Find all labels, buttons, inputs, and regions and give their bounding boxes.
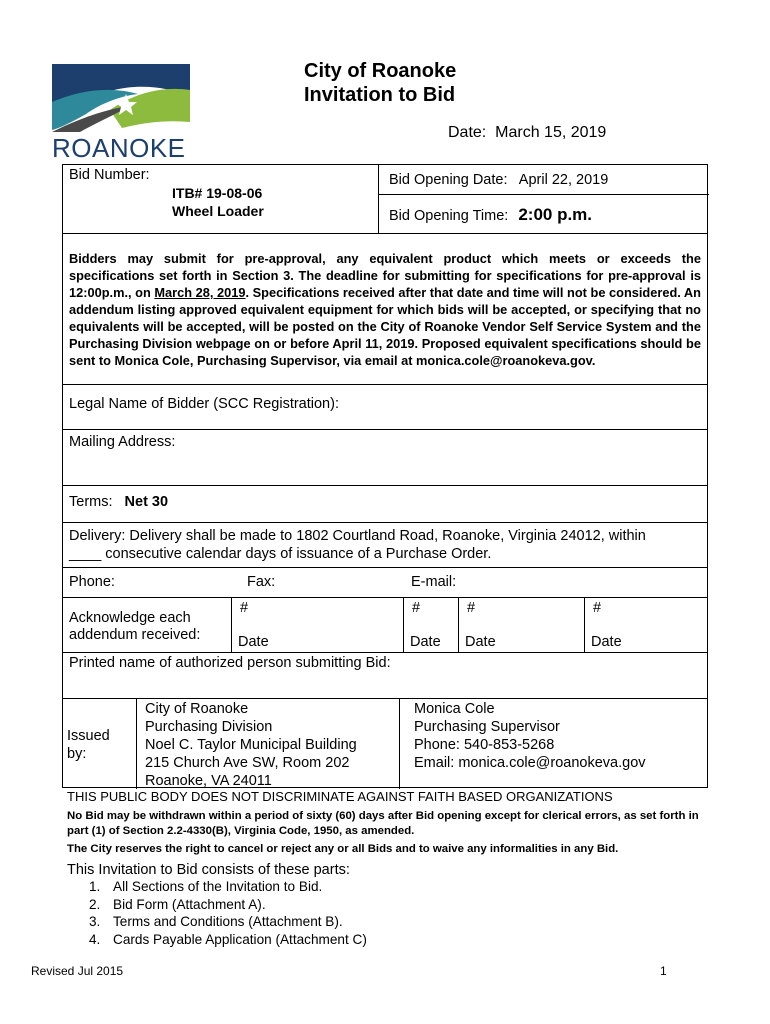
printed-name-row[interactable] <box>62 652 708 698</box>
date-value: March 15, 2019 <box>495 124 607 141</box>
addendum-number: # <box>467 600 476 616</box>
addendum-entry-4[interactable] <box>584 598 708 653</box>
phone-label: Phone: <box>69 574 115 590</box>
opening-time <box>389 205 592 225</box>
contact-line: Purchasing Supervisor <box>414 719 560 735</box>
parts-list <box>89 878 367 948</box>
opening-time-cell <box>379 195 709 234</box>
page-number: 1 <box>660 964 667 978</box>
opening-date <box>389 172 608 188</box>
mailing-address-label: Mailing Address: <box>69 434 176 450</box>
reservation-statement: The City reserves the right to cancel or reject any or all Bids and to waive any informalities in any Bid. <box>67 843 619 855</box>
delivery-row[interactable] <box>62 522 708 567</box>
issued-by-label <box>67 727 110 763</box>
addendum-date: Date <box>410 634 441 650</box>
logo-wordmark: ROANOKE <box>52 133 186 163</box>
list-item-text: All Sections of the Invitation to Bid. <box>113 879 323 894</box>
issuer-address-cell <box>137 699 400 789</box>
itb-name: Wheel Loader <box>172 203 264 219</box>
delivery-text <box>69 527 699 563</box>
contact-line: Monica Cole <box>414 701 495 717</box>
addendum-date: Date <box>238 634 269 650</box>
list-item <box>89 931 367 949</box>
issuer-contact <box>414 700 646 772</box>
addendum-date: Date <box>591 634 622 650</box>
list-item <box>89 913 367 931</box>
list-item-number: 1. <box>89 879 101 894</box>
list-item-number: 3. <box>89 914 101 929</box>
terms-row <box>62 485 708 522</box>
mailing-address-row[interactable] <box>62 429 708 485</box>
issuer-contact-cell <box>400 699 709 789</box>
notice-part-2: . Specifications received after that date and time will not be considered. An addendum listing approved equivalent equipment for which bids will be accepted, or specifying that no equivalents will be accepted, will be posted on the City of Roanoke Vendor Self Service System and the Purchasing Division webpage on or before April 11, 2019. Proposed equivalent specifications should be sent to Monica Cole, Purchasing Supervisor, via email at monica.cole@roanokeva.gov. <box>69 285 701 368</box>
delivery-line-1: Delivery: Delivery shall be made to 1802 Courtland Road, Roanoke, Virginia 24012, within <box>69 528 646 544</box>
opening-date-label: Bid Opening Date: <box>389 172 508 188</box>
document-date <box>448 124 606 142</box>
opening-date-cell <box>379 165 709 195</box>
bid-form <box>62 164 708 788</box>
addendum-number: # <box>412 600 421 616</box>
bid-number-label: Bid Number: <box>69 167 150 183</box>
addendum-label-line-1: Acknowledge each <box>69 610 191 626</box>
pre-approval-notice <box>69 250 701 369</box>
addendum-number: # <box>593 600 602 616</box>
contact-row[interactable] <box>62 567 708 597</box>
address-line: Roanoke, VA 24011 <box>145 773 272 789</box>
address-line: City of Roanoke <box>145 701 249 717</box>
list-item-text: Terms and Conditions (Attachment B). <box>113 914 343 929</box>
pre-approval-notice-row <box>62 233 708 384</box>
list-item-text: Cards Payable Application (Attachment C) <box>113 931 367 947</box>
list-item-text: Bid Form (Attachment A). <box>113 896 266 912</box>
list-item <box>89 896 367 914</box>
address-line: Purchasing Division <box>145 719 273 735</box>
address-line: 215 Church Ave SW, Room 202 <box>145 755 350 771</box>
printed-name-label: Printed name of authorized person submitting Bid: <box>69 655 391 671</box>
revision-note: Revised Jul 2015 <box>31 964 124 978</box>
legal-name-row[interactable] <box>62 384 708 429</box>
contact-line: Phone: 540-853-5268 <box>414 737 555 753</box>
issued-by-label-cell <box>63 699 137 789</box>
list-item <box>89 878 367 896</box>
date-label: Date: <box>448 124 487 141</box>
addendum-entry-1[interactable] <box>231 598 403 653</box>
terms-label: Terms: <box>69 494 113 510</box>
title-line-1: City of Roanoke <box>304 60 457 82</box>
delivery-line-2: ____ consecutive calendar days of issuance of a Purchase Order. <box>69 546 492 562</box>
issued-label-line-1: Issued <box>67 728 110 744</box>
parts-intro: This Invitation to Bid consists of these parts: <box>67 862 350 878</box>
nondiscrimination-statement: THIS PUBLIC BODY DOES NOT DISCRIMINATE AGAINST FAITH BASED ORGANIZATIONS <box>67 789 613 804</box>
addendum-entry-2[interactable] <box>403 598 458 653</box>
notice-deadline-date: March 28, 2019 <box>154 285 246 300</box>
notice-part-1: Bidders may submit for pre-approval, any equivalent product which meets or exceeds the specifications set forth in Section 3. The deadline for submitting for specifications for pre-approval is 12:00p.m., on <box>69 251 701 300</box>
issued-label-line-2: by: <box>67 746 87 762</box>
addendum-label-line-2: addendum received: <box>69 627 201 643</box>
fax-label: Fax: <box>247 574 276 590</box>
itb-number: ITB# 19-08-06 <box>172 185 263 201</box>
terms <box>69 494 168 510</box>
withdrawal-statement: No Bid may be withdrawn within a period of sixty (60) days after Bid opening except for clerical errors, as set forth in part (1) of Section 2.2-4330(B), Virginia Code, 1950, as amended. <box>67 810 699 837</box>
terms-value: Net 30 <box>124 494 169 510</box>
address-line: Noel C. Taylor Municipal Building <box>145 737 357 753</box>
opening-time-value: 2:00 p.m. <box>518 205 593 224</box>
list-item-number: 4. <box>89 931 101 947</box>
bid-info-row <box>62 164 708 233</box>
list-item-number: 2. <box>89 896 101 912</box>
email-label: E-mail: <box>411 574 457 590</box>
addendum-entry-3[interactable] <box>458 598 584 653</box>
page-title <box>304 59 456 107</box>
addendum-date: Date <box>465 634 496 650</box>
issuer-address <box>145 700 357 790</box>
addendum-row <box>62 597 708 652</box>
contact-email-line[interactable]: Email: monica.cole@roanokeva.gov <box>414 755 646 771</box>
addendum-number: # <box>240 600 249 616</box>
issued-by-row <box>62 698 708 788</box>
bid-number-cell <box>63 165 379 234</box>
legal-name-label: Legal Name of Bidder (SCC Registration): <box>69 396 339 412</box>
title-line-2: Invitation to Bid <box>304 84 456 106</box>
opening-date-value: April 22, 2019 <box>518 172 609 188</box>
opening-time-label: Bid Opening Time: <box>389 208 509 224</box>
addendum-label <box>69 610 229 644</box>
